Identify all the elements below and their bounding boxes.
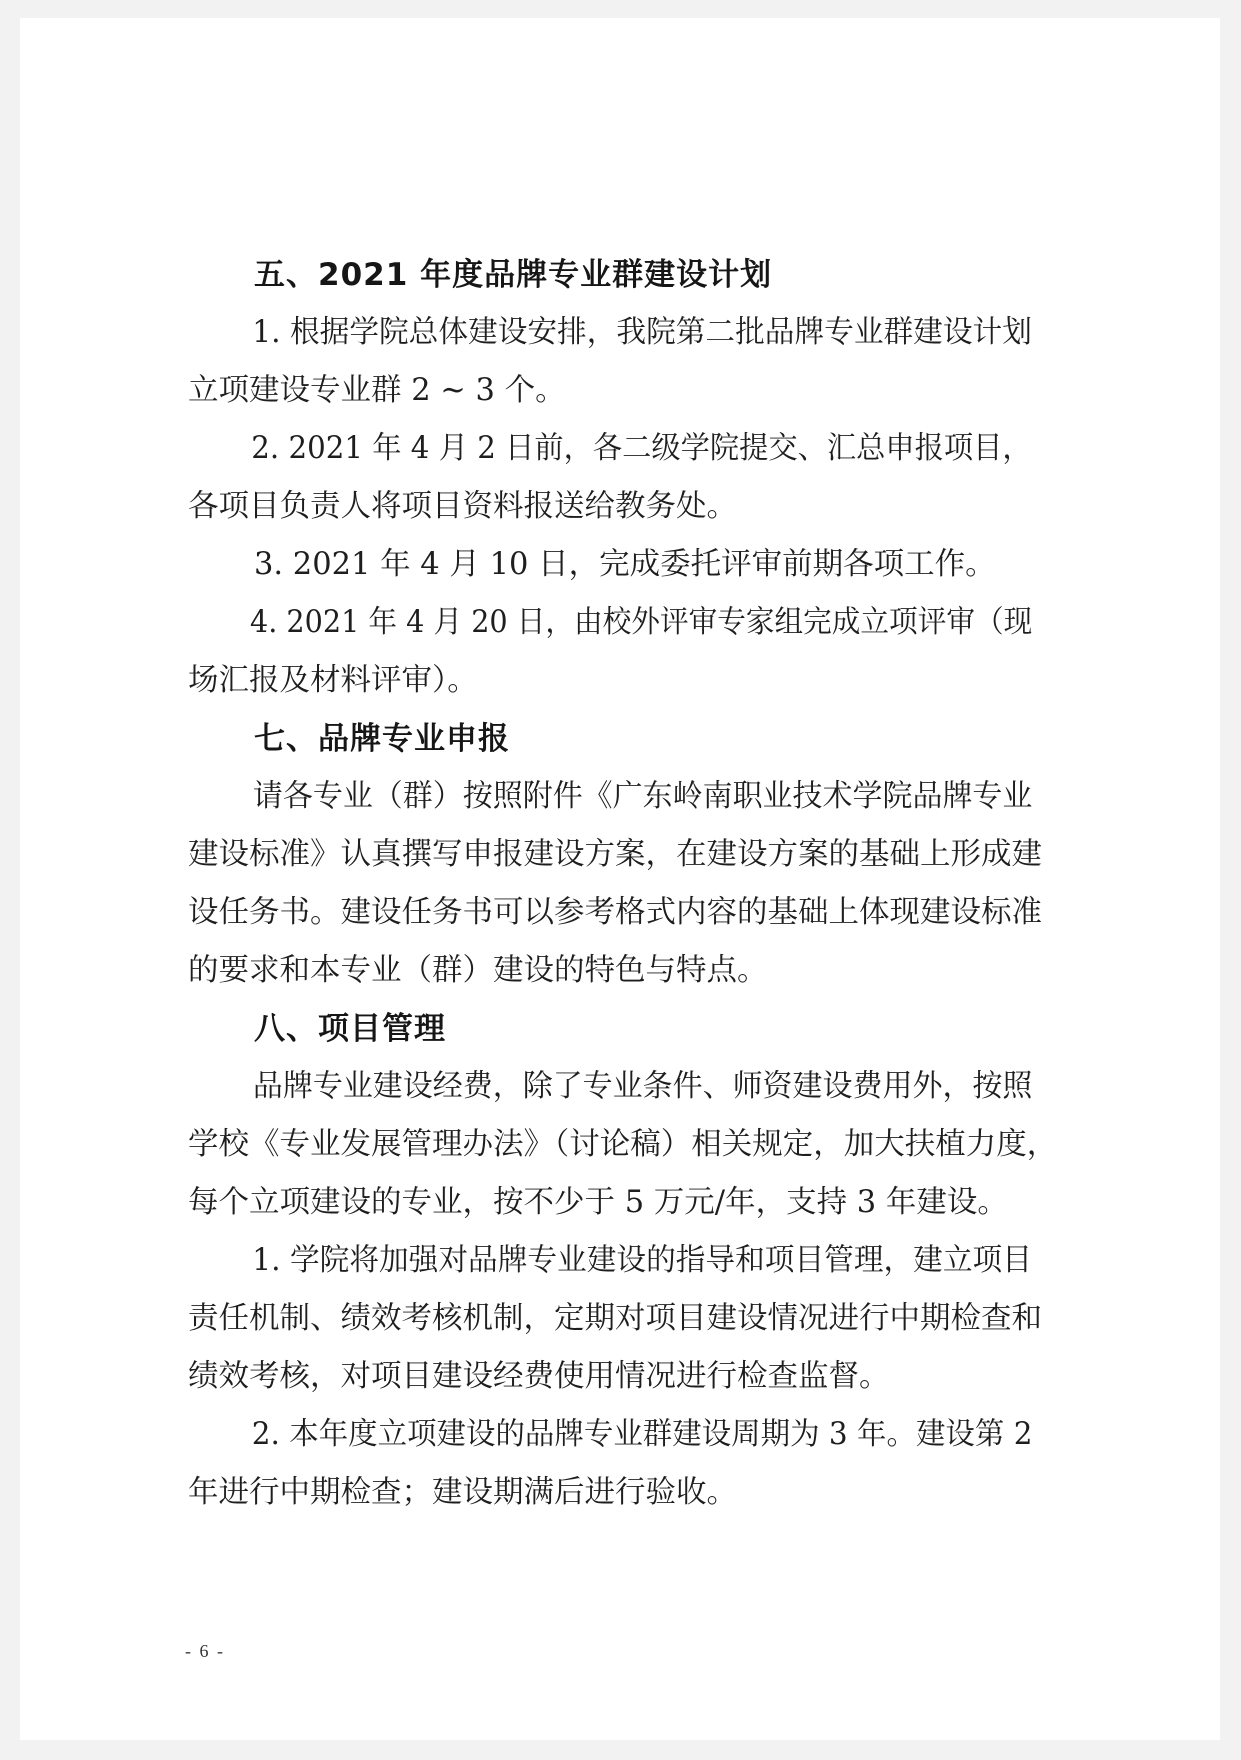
paragraph-line: 责任机制、绩效考核机制，定期对项目建设情况进行中期检查和 — [188, 1301, 1042, 1336]
document-body — [188, 246, 1098, 1522]
paragraph-line: 品牌专业建设经费，除了专业条件、师资建设费用外，按照 — [252, 1069, 1033, 1104]
paragraph-line: 设任务书。建设任务书可以参考格式内容的基础上体现建设标准 — [188, 895, 1042, 930]
page-number: - 6 - — [185, 1641, 225, 1661]
paragraph — [188, 1058, 1098, 1232]
paragraph-line: 年进行中期检查；建设期满后进行验收。 — [188, 1475, 737, 1510]
paragraph — [188, 1406, 1098, 1522]
paragraph-line: 2. 本年度立项建设的品牌专业群建设周期为 3 年。建设第 2 — [251, 1417, 1033, 1452]
paragraph-line: 1. 根据学院总体建设安排，我院第二批品牌专业群建设计划 — [252, 315, 1032, 350]
paragraph — [188, 304, 1098, 420]
paragraph-line: 建设标准》认真撰写申报建设方案，在建设方案的基础上形成建 — [188, 837, 1042, 872]
section-heading: 七、品牌专业申报 — [254, 721, 510, 757]
paragraph-line: 场汇报及材料评审）。 — [188, 663, 478, 698]
paragraph — [188, 594, 1098, 710]
paragraph-line: 3. 2021 年 4 月 10 日，完成委托评审前期各项工作。 — [254, 547, 996, 582]
paragraph-line: 4. 2021 年 4 月 20 日，由校外评审专家组完成立项评审（现 — [249, 605, 1033, 640]
paragraph-line: 1. 学院将加强对品牌专业建设的指导和项目管理，建立项目 — [252, 1243, 1032, 1278]
paragraph-line: 各项目负责人将项目资料报送给教务处。 — [188, 489, 737, 524]
paragraph — [188, 420, 1098, 536]
paragraph-line: 请各专业（群）按照附件《广东岭南职业技术学院品牌专业 — [252, 779, 1033, 814]
paragraph-line: 立项建设专业群 2 ~ 3 个。 — [188, 373, 566, 408]
paragraph-line: 2. 2021 年 4 月 2 日前，各二级学院提交、汇总申报项目， — [251, 431, 1032, 466]
paragraph-line: 学校《专业发展管理办法》（讨论稿）相关规定，加大扶植力度， — [188, 1127, 1058, 1162]
paragraph — [188, 1232, 1098, 1406]
paragraph — [188, 536, 1098, 594]
paragraph-line: 的要求和本专业（群）建设的特色与特点。 — [188, 953, 768, 988]
paragraph-line: 绩效考核，对项目建设经费使用情况进行检查监督。 — [188, 1359, 890, 1394]
document-sheet — [20, 18, 1220, 1740]
paragraph-line: 每个立项建设的专业，按不少于 5 万元/年，支持 3 年建设。 — [188, 1185, 1008, 1220]
section-heading: 八、项目管理 — [254, 1011, 446, 1047]
section-heading: 五、2021 年度品牌专业群建设计划 — [254, 257, 773, 293]
paragraph — [188, 768, 1098, 1000]
